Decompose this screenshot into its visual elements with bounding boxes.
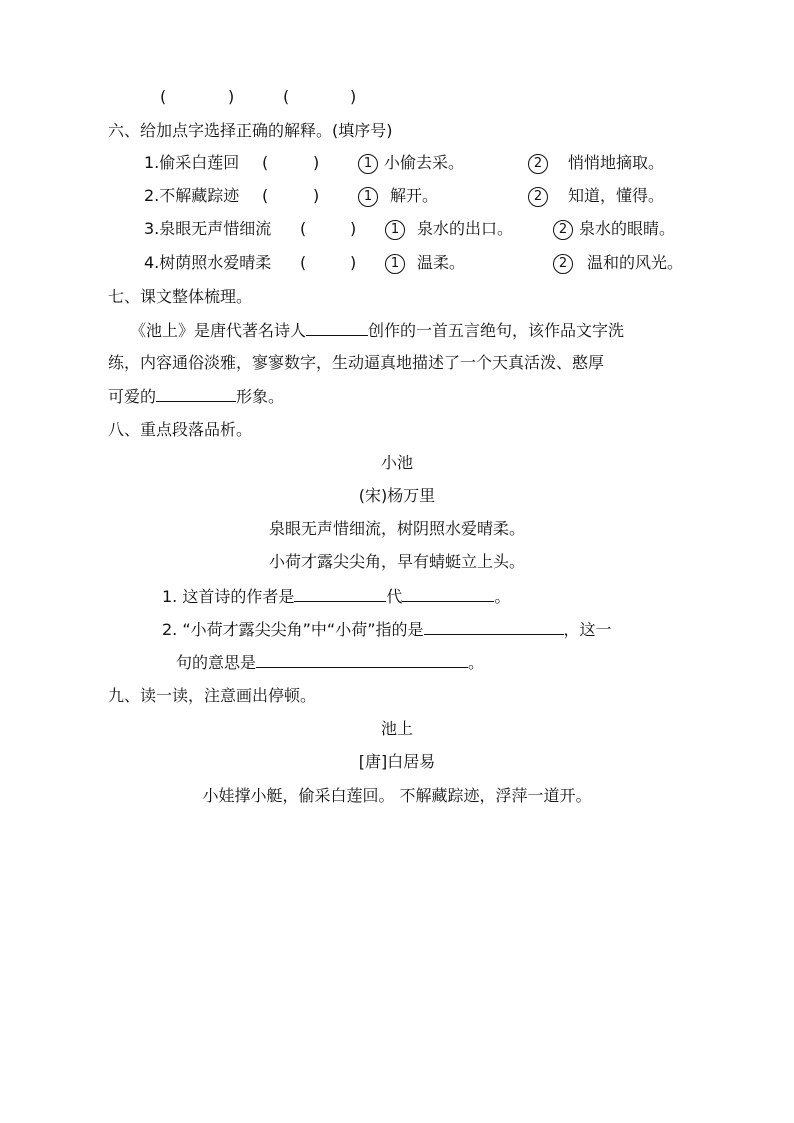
poem-line: 小荷才露尖尖角，早有蜻蜓立上头。 [268,552,525,571]
paren-open: ( [262,186,269,205]
paren-open: ( [300,219,307,238]
q8-sub1-text: 。 [494,587,511,606]
q9-heading: 九、读一读，注意画出停顿。 [108,686,317,705]
author-blank[interactable] [294,585,386,602]
q6-item-text: 4.树荫照水爱晴柔 [144,253,272,272]
option-number-1: 1 [385,220,405,240]
paren-close: ) [350,253,357,272]
poem-author: (宋)杨万里 [358,486,436,505]
option-2-text: 知道，懂得。 [568,186,665,205]
q6-heading: 六、给加点字选择正确的解释。(填序号) [108,121,393,140]
q8-sub1-text: 1. 这首诗的作者是 [162,587,295,606]
answer-paren-open-2: ( [283,87,290,106]
option-number-2: 2 [553,254,573,274]
q7-text: 形象。 [236,387,285,406]
character-blank[interactable] [156,385,236,402]
paren-close: ) [350,219,357,238]
q8-sub2-text: 2. “小荷才露尖尖角”中“小荷”指的是 [162,620,424,639]
poem-line: 小娃撑小艇，偷采白莲回。 不解藏踪迹，浮萍一道开。 [202,786,592,805]
dynasty-blank[interactable] [402,585,494,602]
option-2-text: 泉水的眼睛。 [579,219,676,238]
q7-text: 可爱的 [108,387,157,406]
paren-close: ) [313,186,320,205]
option-number-1: 1 [358,154,378,174]
option-2-text: 悄悄地摘取。 [568,153,665,172]
q7-text: 《池上》是唐代著名诗人 [130,321,307,340]
poet-blank[interactable] [306,319,368,336]
q7-heading: 七、课文整体梳理。 [108,287,253,306]
poem-author: [唐]白居易 [358,752,436,771]
option-number-1: 1 [358,187,378,207]
option-number-2: 2 [528,154,548,174]
option-1-text: 解开。 [390,186,439,205]
q6-item-text: 2.不解藏踪迹 [144,186,240,205]
option-number-1: 1 [385,254,405,274]
answer-paren-open-1: ( [160,87,167,106]
answer-paren-close-2: ) [350,87,357,106]
q8-sub1-text: 代 [386,587,403,606]
option-number-2: 2 [553,220,573,240]
q8-sub2-text: ，这一 [563,620,612,639]
q8-sub2-text: 。 [468,653,485,672]
poem-title: 池上 [380,719,413,738]
option-1-text: 小偷去采。 [384,153,465,172]
paren-open: ( [262,153,269,172]
q7-text: 创作的一首五言绝句，该作品文字洗 [368,321,625,340]
poem-title: 小池 [380,453,413,472]
answer-paren-close-1: ) [228,87,235,106]
q6-item-text: 1.偷采白莲回 [144,153,240,172]
poem-line: 泉眼无声惜细流，树阴照水爱晴柔。 [268,519,525,538]
option-2-text: 温和的风光。 [587,253,684,272]
meaning-blank[interactable] [256,651,468,668]
option-number-2: 2 [528,187,548,207]
xiaohe-blank[interactable] [424,618,564,635]
q8-sub2-text: 句的意思是 [176,653,257,672]
q7-text: 练，内容通俗淡雅，寥寥数字，生动逼真地描述了一个天真活泼、憨厚 [108,353,605,372]
option-1-text: 温柔。 [417,253,466,272]
paren-open: ( [300,253,307,272]
paren-close: ) [313,153,320,172]
option-1-text: 泉水的出口。 [417,219,514,238]
q8-heading: 八、重点段落品析。 [108,420,253,439]
q6-item-text: 3.泉眼无声惜细流 [144,219,272,238]
